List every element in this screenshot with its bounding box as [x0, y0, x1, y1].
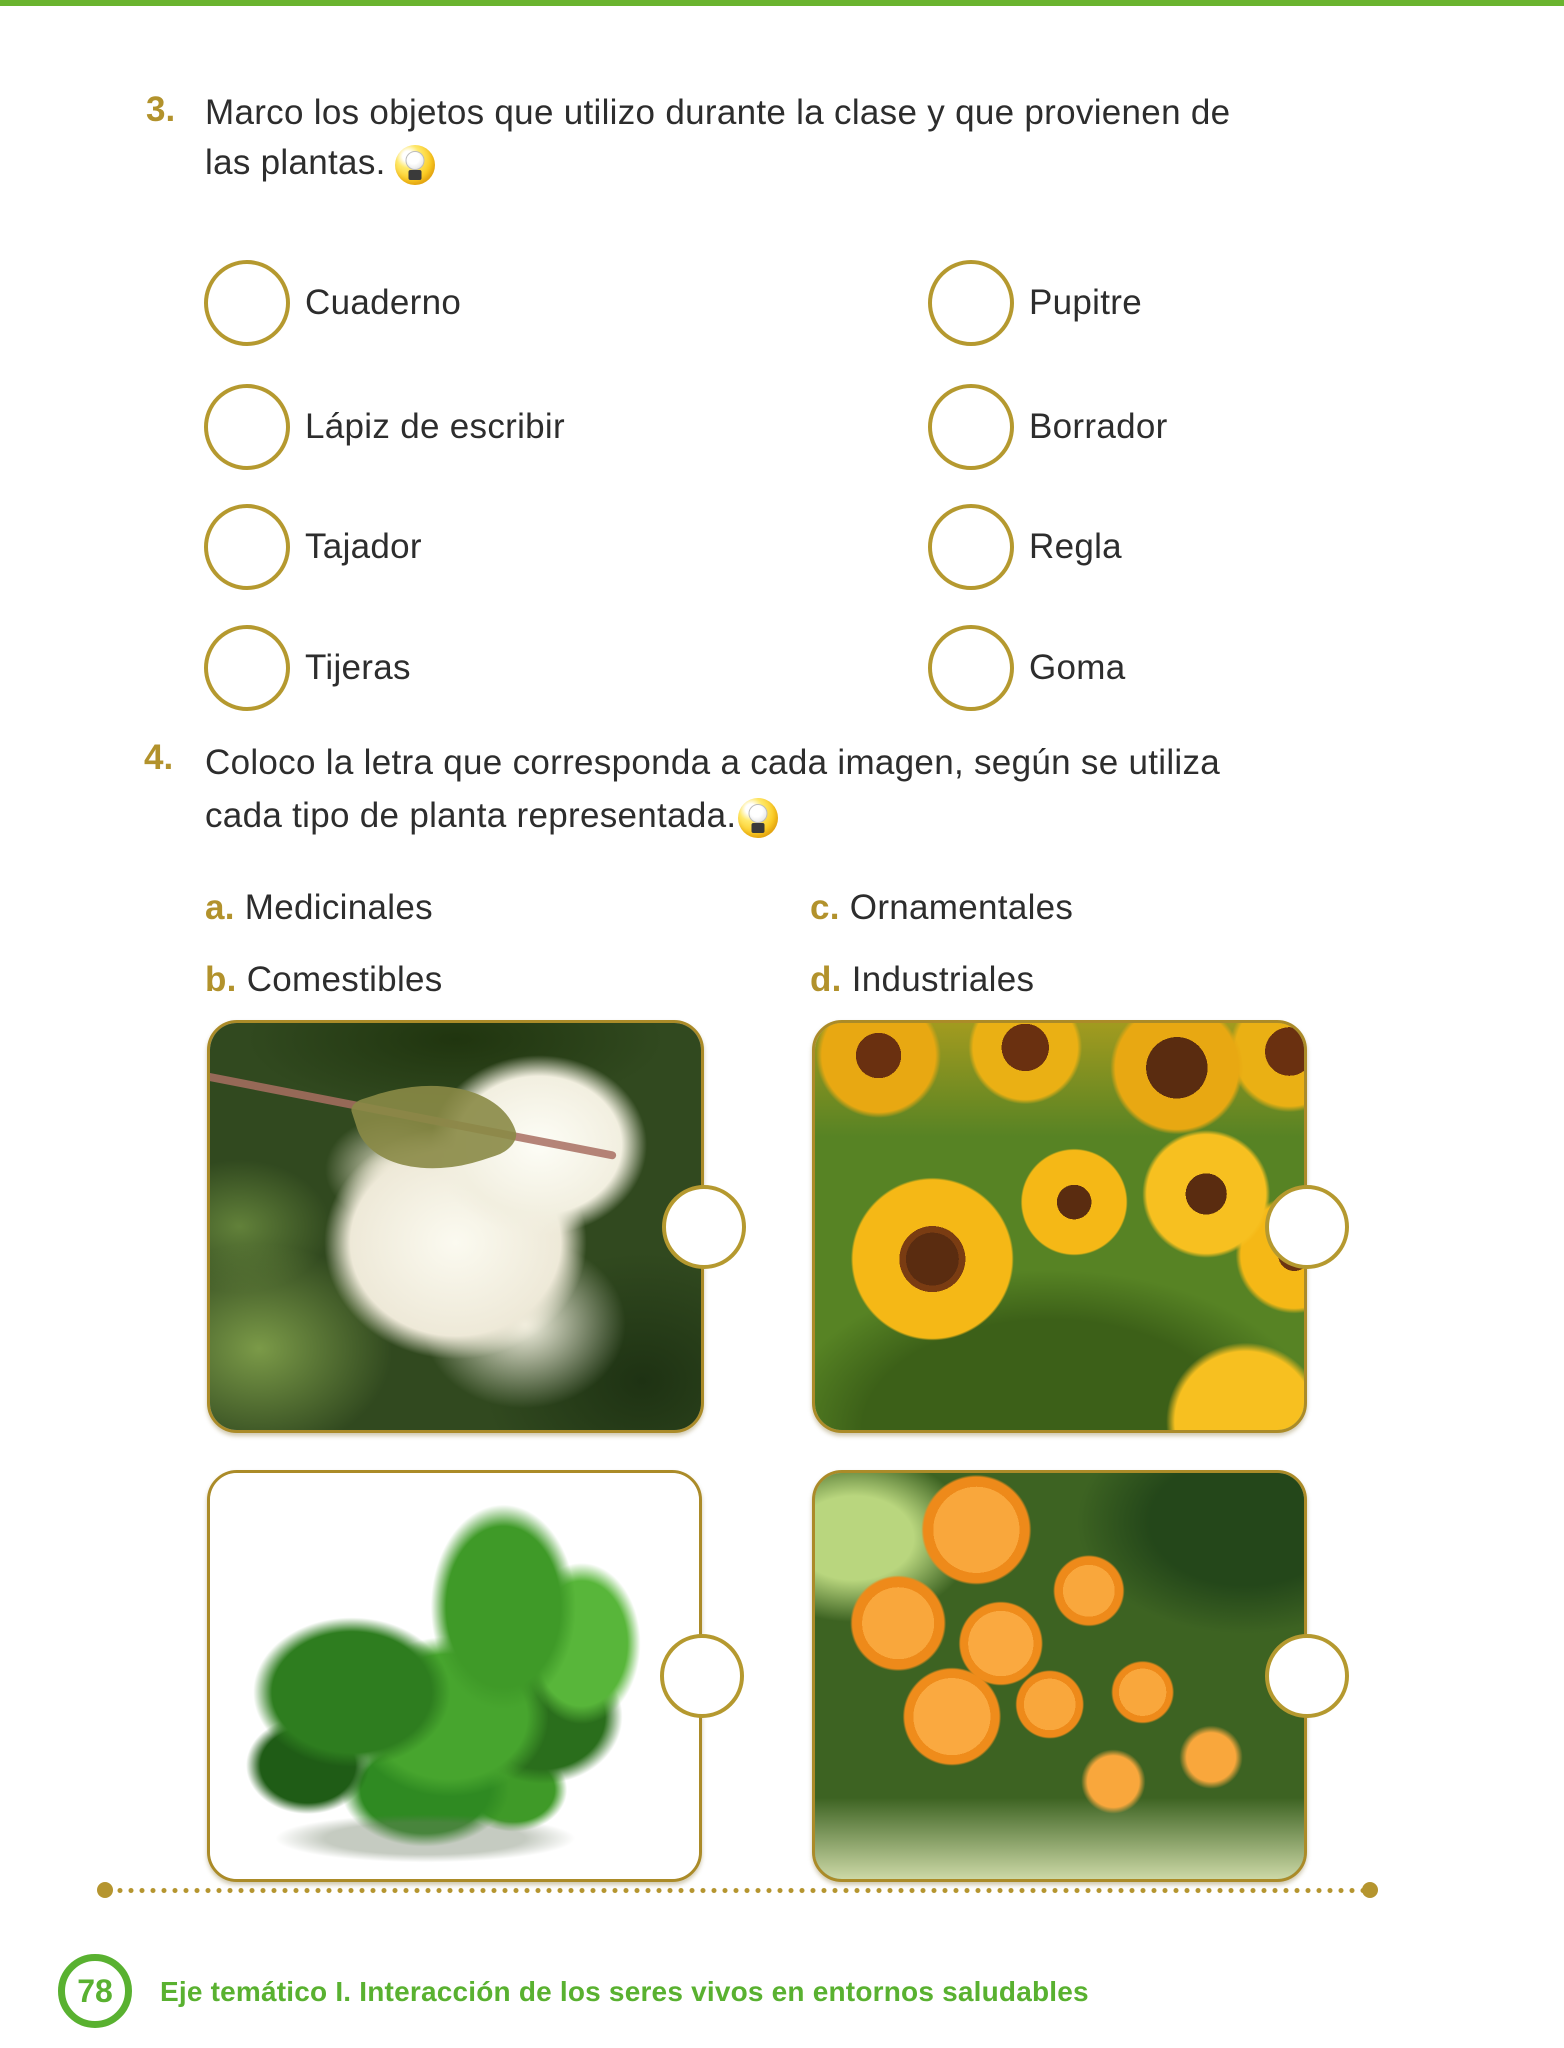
check-label-borrador: Borrador: [1029, 407, 1168, 446]
option-c-label: Ornamentales: [849, 888, 1074, 927]
check-label-regla: Regla: [1029, 527, 1122, 566]
image-oranges: [812, 1470, 1307, 1882]
question4-prompt-line2: [205, 789, 1425, 842]
page-number-badge: [58, 1954, 132, 2028]
checkbox-circle-goma[interactable]: [928, 625, 1014, 711]
check-label-lapiz: Lápiz de escribir: [305, 407, 565, 446]
check-item-borrador: [928, 384, 1168, 470]
option-a-letter: a.: [205, 888, 235, 927]
image-cotton: [207, 1020, 704, 1433]
top-accent-strip: [0, 0, 1564, 6]
option-b: [205, 960, 443, 1000]
check-label-cuaderno: Cuaderno: [305, 283, 462, 322]
question4-number: 4.: [144, 738, 174, 777]
oranges-photo-art: [815, 1473, 1304, 1879]
question4-prompt-line2-text: cada tipo de planta representada.: [205, 796, 737, 835]
option-d: [810, 960, 1034, 1000]
question3-number: 3.: [146, 90, 176, 129]
lightbulb-icon: [395, 145, 435, 185]
check-item-goma: [928, 625, 1126, 711]
checkbox-circle-borrador[interactable]: [928, 384, 1014, 470]
checkbox-circle-regla[interactable]: [928, 504, 1014, 590]
option-a-label: Medicinales: [244, 888, 433, 927]
question3-prompt-line1: Marco los objetos que utilizo durante la clase y que provienen de: [205, 93, 1231, 132]
footer-theme-text: Eje temático I. Interacción de los seres vivos en entornos saludables: [160, 1976, 1089, 2007]
checkbox-circle-pupitre[interactable]: [928, 260, 1014, 346]
mint-photo-art: [210, 1473, 699, 1879]
question3-prompt-line2-text: las plantas.: [205, 143, 386, 182]
page-number: 78: [77, 1972, 113, 2009]
check-item-regla: [928, 504, 1122, 590]
dotted-divider-right-dot: [1362, 1882, 1378, 1898]
cotton-photo-art: [210, 1023, 701, 1430]
sunflowers-photo-art: [815, 1023, 1304, 1430]
check-item-tajador: [204, 504, 422, 590]
question4-prompt-line1: Coloco la letra que corresponda a cada imagen, según se utiliza: [205, 743, 1221, 782]
checkbox-circle-tajador[interactable]: [204, 504, 290, 590]
check-label-goma: Goma: [1029, 648, 1126, 687]
answer-slot-oranges[interactable]: [1265, 1634, 1349, 1718]
answer-slot-mint[interactable]: [660, 1634, 744, 1718]
check-item-lapiz: [204, 384, 565, 470]
image-sunflowers: [812, 1020, 1307, 1433]
image-mint: [207, 1470, 702, 1882]
check-item-tijeras: [204, 625, 411, 711]
option-b-letter: b.: [205, 960, 237, 999]
option-c: [810, 888, 1073, 928]
cotton-bract-shape: [349, 1057, 521, 1194]
dotted-divider: [105, 1886, 1367, 1895]
check-label-tijeras: Tijeras: [305, 648, 411, 687]
checkbox-circle-cuaderno[interactable]: [204, 260, 290, 346]
option-a: [205, 888, 433, 928]
checkbox-circle-tijeras[interactable]: [204, 625, 290, 711]
option-d-label: Industriales: [851, 960, 1035, 999]
question3-prompt: [205, 88, 1425, 188]
option-c-letter: c.: [810, 888, 840, 927]
question4-prompt: [205, 736, 1425, 842]
check-label-tajador: Tajador: [305, 527, 422, 566]
checkbox-circle-lapiz[interactable]: [204, 384, 290, 470]
check-item-cuaderno: [204, 260, 461, 346]
option-d-letter: d.: [810, 960, 842, 999]
lightbulb-icon: [738, 798, 778, 838]
check-label-pupitre: Pupitre: [1029, 283, 1142, 322]
answer-slot-cotton[interactable]: [662, 1185, 746, 1269]
question3-prompt-line2: [205, 138, 1425, 188]
answer-slot-sunflowers[interactable]: [1265, 1185, 1349, 1269]
dotted-divider-left-dot: [97, 1882, 113, 1898]
check-item-pupitre: [928, 260, 1142, 346]
option-b-label: Comestibles: [246, 960, 443, 999]
